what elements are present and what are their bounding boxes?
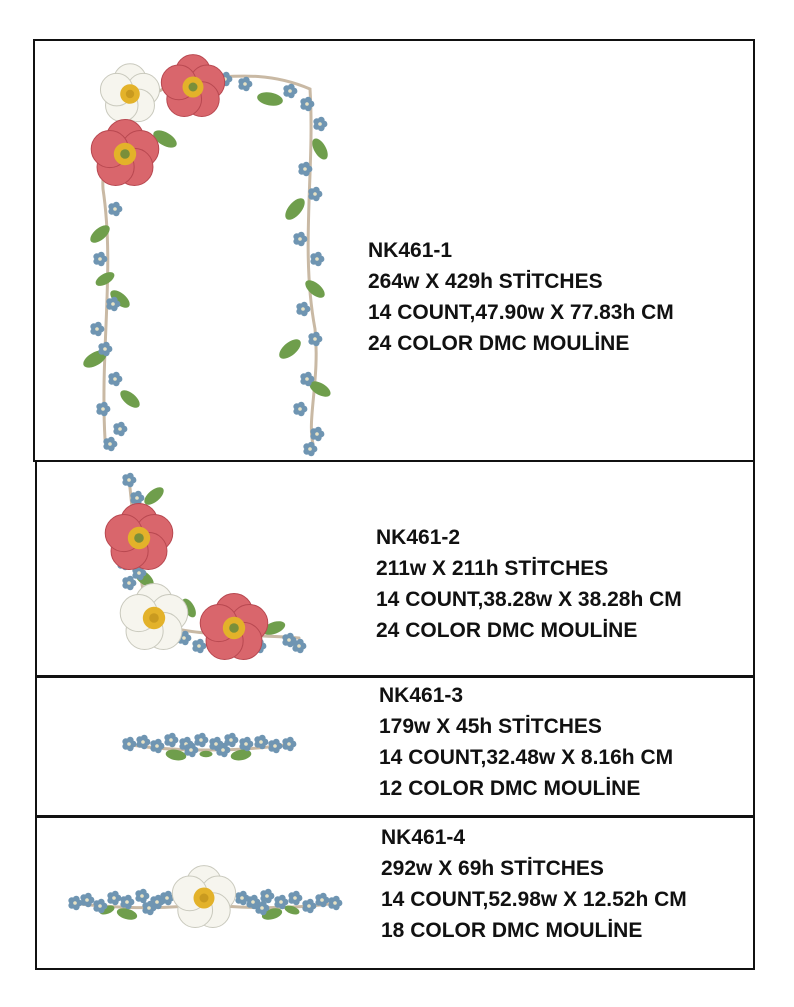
forget-me-not-flower [238, 77, 252, 91]
pattern-info [379, 680, 673, 804]
forget-me-not-flower [135, 889, 149, 903]
pink-rose [91, 119, 159, 185]
pattern-info [381, 822, 687, 946]
leaf [117, 387, 142, 411]
color-count: 18 COLOR DMC MOULİNE [381, 919, 643, 942]
forget-me-not-flower [268, 739, 282, 753]
forget-me-not-flower [192, 639, 206, 653]
pattern-code: NK461-1 [368, 239, 453, 262]
forget-me-not-flower [308, 187, 322, 201]
stitch-size: 264w X 429h STİTCHES [368, 270, 603, 293]
forget-me-not-flower [107, 891, 121, 905]
stitch-size: 211w X 211h STİTCHES [376, 557, 609, 580]
forget-me-not-flower [313, 117, 327, 131]
floral-corner-artwork [99, 468, 309, 673]
forget-me-not-flower [283, 84, 297, 98]
forget-me-not-flower [310, 427, 324, 441]
leaf [282, 195, 309, 223]
white-rose [120, 583, 188, 649]
forget-me-not-flower [282, 737, 296, 751]
forget-me-not-flower [194, 733, 208, 747]
forget-me-not-flower [98, 342, 112, 356]
forget-me-not-flower [108, 202, 122, 216]
forget-me-not-flower [90, 322, 104, 336]
forget-me-not-flower [96, 402, 110, 416]
pattern-code: NK461-3 [379, 684, 464, 707]
forget-me-not-flower [293, 232, 307, 246]
forget-me-not-flower [68, 896, 82, 910]
floral-arch-artwork [75, 49, 345, 459]
pattern-code: NK461-4 [381, 826, 466, 849]
count-dimensions: 14 COUNT,52.98w X 12.52h CM [381, 888, 687, 911]
forget-me-not-flower [93, 252, 107, 266]
forget-me-not-flower [113, 422, 127, 436]
leaf [256, 90, 284, 107]
forget-me-not-flower [150, 739, 164, 753]
forget-me-not-flower [303, 442, 317, 456]
forget-me-not-flower [302, 899, 316, 913]
forget-me-not-flower [122, 737, 136, 751]
forget-me-not-flower [103, 437, 117, 451]
forget-me-not-flower [296, 302, 310, 316]
leaf [200, 751, 213, 758]
color-count: 12 COLOR DMC MOULİNE [379, 777, 641, 800]
pattern-panel-nk461-2 [35, 460, 755, 677]
forget-me-not-flower [292, 639, 306, 653]
forget-me-not-flower [108, 372, 122, 386]
pattern-panel-nk461-4 [35, 816, 755, 970]
stitch-size: 179w X 45h STİTCHES [379, 715, 602, 738]
forget-me-not-flower [300, 97, 314, 111]
white-rose [172, 866, 235, 928]
leaf [309, 136, 331, 162]
pattern-code: NK461-2 [376, 526, 461, 549]
white-rose [100, 64, 159, 122]
pink-rose [200, 593, 268, 659]
forget-me-not-flower [328, 896, 342, 910]
forget-me-not-flower [293, 402, 307, 416]
count-dimensions: 14 COUNT,32.48w X 8.16h CM [379, 746, 674, 769]
pattern-info [376, 522, 682, 646]
pattern-panel-nk461-1 [33, 39, 755, 462]
leaf [302, 277, 327, 301]
forget-me-not-flower [288, 891, 302, 905]
color-count: 24 COLOR DMC MOULİNE [376, 619, 638, 642]
pattern-panel-nk461-3 [35, 676, 755, 817]
forget-me-not-flower [164, 733, 178, 747]
forget-me-not-flower [122, 473, 136, 487]
floral-border-rose-artwork [67, 858, 342, 938]
count-dimensions: 14 COUNT,38.28w X 38.28h CM [376, 588, 682, 611]
pattern-info [368, 235, 674, 359]
stitch-size: 292w X 69h STİTCHES [381, 857, 604, 880]
leaf [276, 336, 304, 363]
color-count: 24 COLOR DMC MOULİNE [368, 332, 630, 355]
forget-me-not-flower [308, 332, 322, 346]
floral-border-small-artwork [121, 722, 296, 772]
pink-rose [161, 55, 224, 117]
count-dimensions: 14 COUNT,47.90w X 77.83h CM [368, 301, 674, 324]
leaf [93, 269, 116, 288]
pink-rose [105, 503, 173, 569]
forget-me-not-flower [310, 252, 324, 266]
